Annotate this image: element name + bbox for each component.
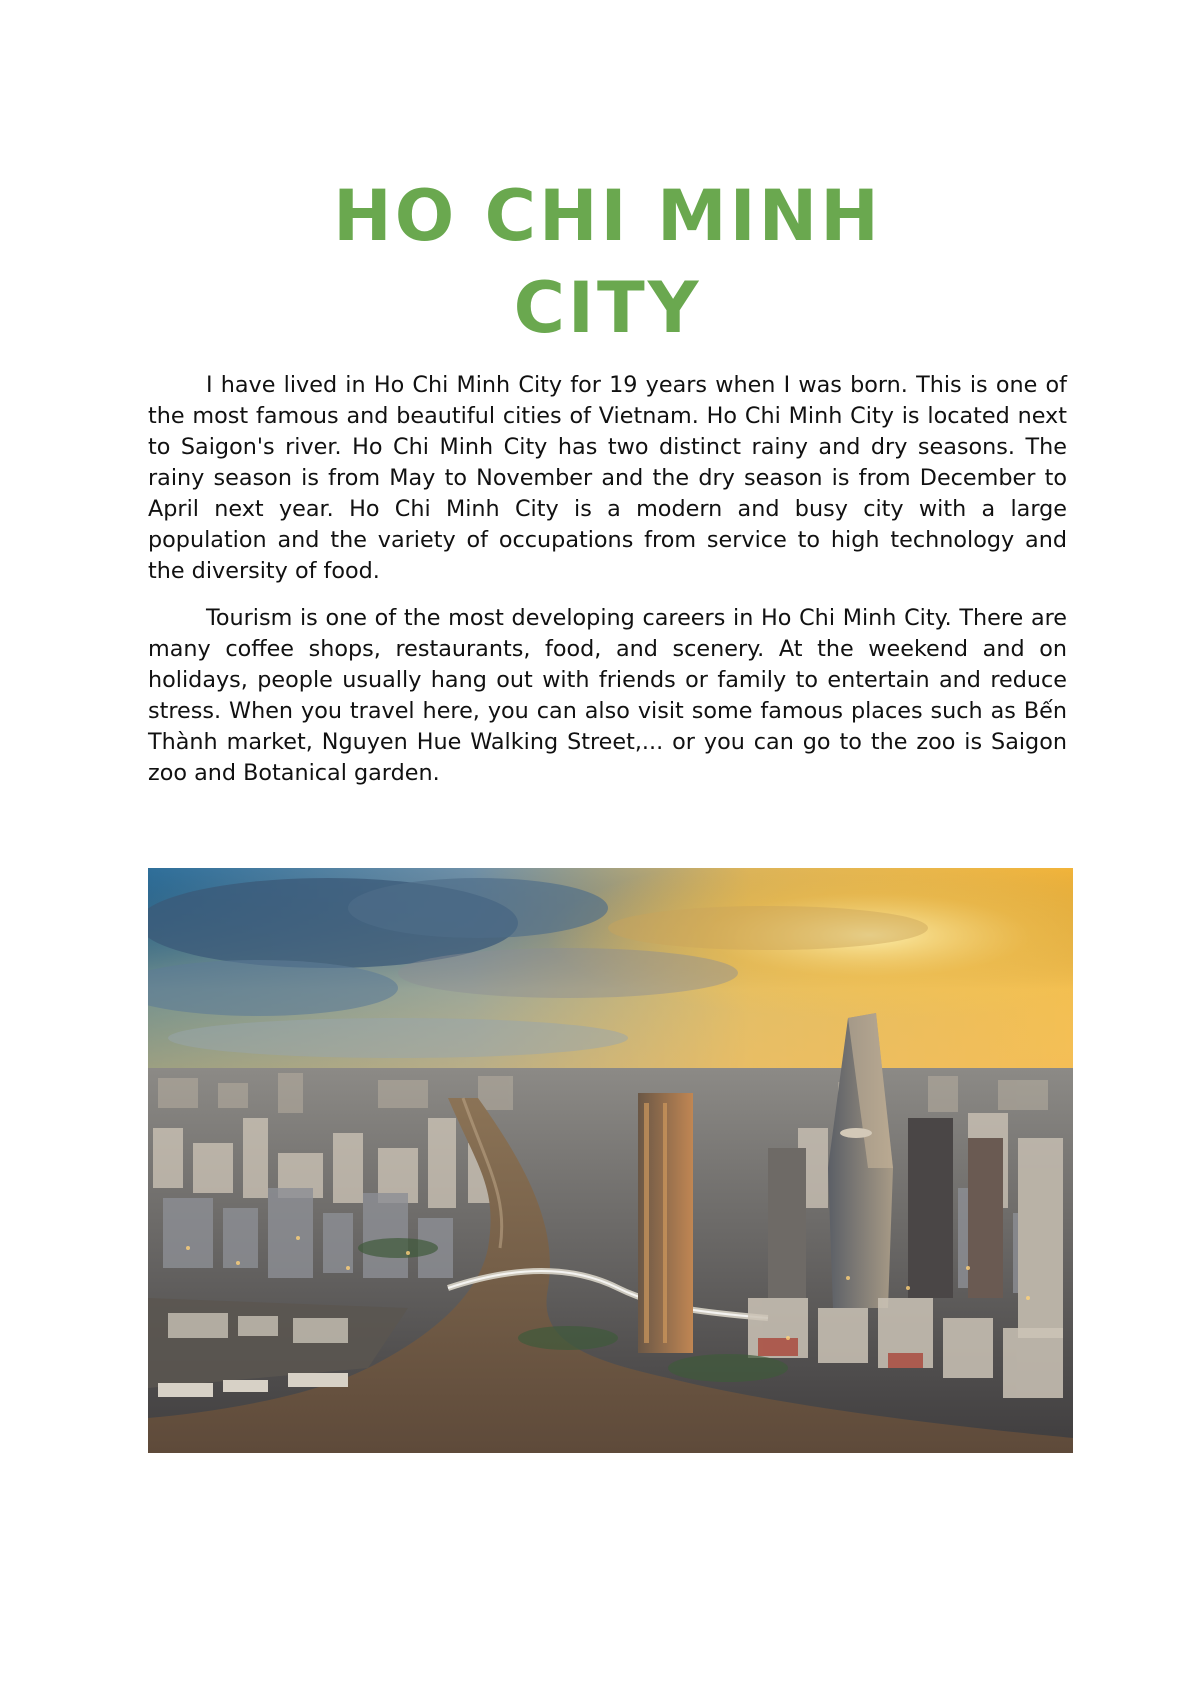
title-line-2: CITY [513,267,702,349]
body-text [148,370,1067,805]
document-title [148,170,1067,354]
city-skyline-illustration [148,868,1073,1453]
paragraph-1: I have lived in Ho Chi Minh City for 19 years when I was born. This is one of the most famous and beautiful cities of Vietnam. Ho Chi Minh City is located next to Saigon's river. Ho Chi Minh City has two distinct rainy and dry seasons. The rainy season is from May to November and the dry season is from December to April next year. Ho Chi Minh City is a modern and busy city with a large population and the variety of occupations from service to high technology and the diversity of food. [148,372,1067,584]
paragraph-2: Tourism is one of the most developing careers in Ho Chi Minh City. There are many coffee shops, restaurants, food, and scenery. At the weekend and on holidays, people usually hang out with friends or family to entertain and reduce stress. When you travel here, you can also visit some famous places such as Bến Thành market, Nguyen Hue Walking Street,... or you can go to the zoo is Saigon zoo and Botanical garden. [148,605,1067,786]
city-skyline-photo [148,868,1073,1453]
title-line-1: HO CHI MINH [333,175,882,257]
